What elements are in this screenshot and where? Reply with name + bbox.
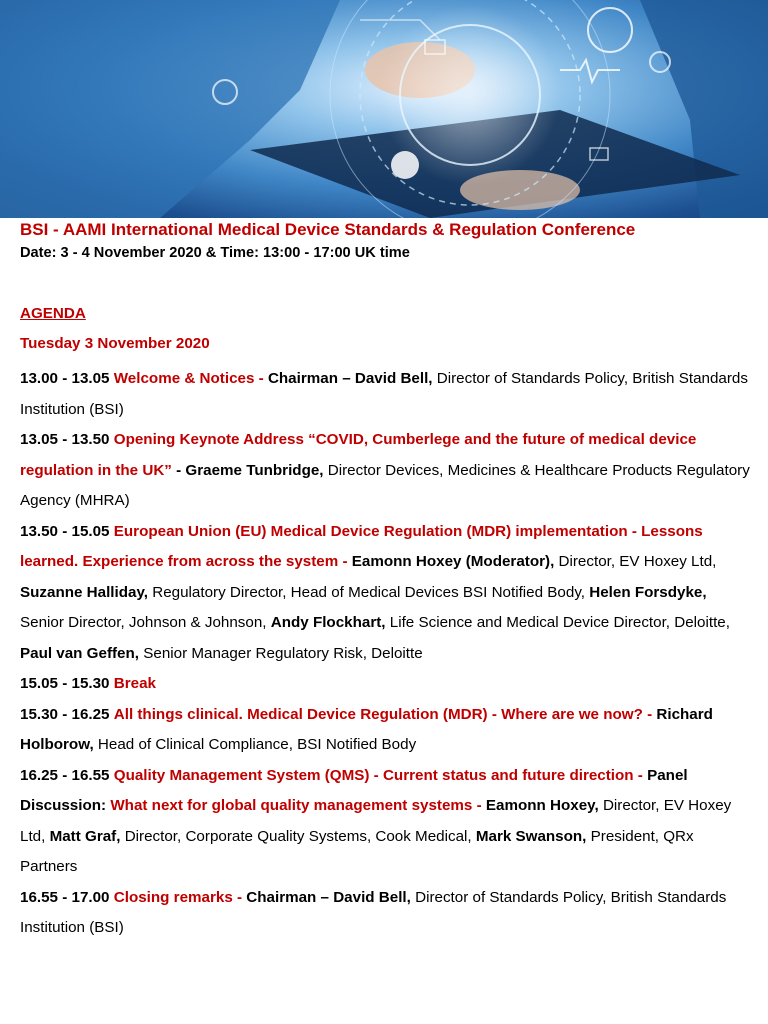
speaker-name: Richard Holborow, bbox=[20, 705, 713, 753]
speaker-role: Regulatory Director, Head of Medical Devices BSI Notified Body, bbox=[152, 583, 586, 601]
medical-technology-banner bbox=[0, 0, 768, 218]
speaker-name: Mark Swanson, bbox=[475, 827, 587, 845]
item-time: 15.30 - 16.25 bbox=[20, 705, 110, 723]
agenda-item bbox=[20, 700, 750, 761]
agenda-item bbox=[20, 364, 750, 425]
item-time: 16.25 - 16.55 bbox=[20, 766, 110, 784]
speaker-name: Helen Forsdyke, bbox=[589, 583, 707, 601]
speaker-name: Suzanne Halliday, bbox=[20, 583, 149, 601]
speaker-role: Director of Standards Policy, British Standards Institution (BSI) bbox=[20, 888, 727, 936]
item-time: 15.05 - 15.30 bbox=[20, 675, 110, 692]
agenda-item bbox=[20, 761, 750, 883]
conference-title: BSI - AAMI International Medical Device Standards & Regulation Conference bbox=[20, 220, 636, 239]
banner-image bbox=[0, 0, 768, 218]
speaker-name: Paul van Geffen, bbox=[20, 644, 140, 662]
speaker-name: Matt Graf, bbox=[49, 827, 121, 845]
item-separator: - bbox=[176, 461, 182, 479]
agenda-document bbox=[20, 218, 750, 944]
agenda-item bbox=[20, 517, 750, 670]
speaker-role: Senior Director, Johnson & Johnson, bbox=[20, 614, 267, 631]
item-session: European Union (EU) Medical Device Regulation (MDR) implementation - Lessons learned. Experience from across the system - bbox=[20, 522, 703, 570]
speaker-role: Director, EV Hoxey Ltd, bbox=[20, 797, 732, 845]
agenda-heading: AGENDA bbox=[20, 305, 86, 322]
item-time: 13.00 - 13.05 bbox=[20, 370, 110, 387]
speaker-role: Director, EV Hoxey Ltd, bbox=[558, 553, 717, 570]
speaker-role: Head of Clinical Compliance, BSI Notified Body bbox=[97, 736, 417, 753]
speaker-name: Graeme Tunbridge, bbox=[185, 461, 324, 479]
speaker-role: President, QRx Partners bbox=[20, 827, 694, 875]
agenda-item bbox=[20, 425, 750, 517]
item-session-secondary: What next for global quality management systems - bbox=[110, 797, 482, 814]
panel-label: Panel Discussion: bbox=[20, 766, 688, 814]
agenda-item bbox=[20, 883, 750, 944]
day-heading: Tuesday 3 November 2020 bbox=[20, 335, 210, 352]
item-session: Closing remarks - bbox=[113, 888, 243, 906]
item-session: Welcome & Notices - bbox=[113, 370, 264, 387]
item-time: 13.50 - 15.05 bbox=[20, 522, 110, 540]
speaker-role: Senior Manager Regulatory Risk, Deloitte bbox=[143, 644, 423, 662]
speaker-name: Eamonn Hoxey, bbox=[485, 797, 599, 814]
agenda-item bbox=[20, 669, 750, 700]
item-session: All things clinical. Medical Device Regulation (MDR) - Where are we now? - bbox=[113, 705, 653, 723]
speaker-role: Life Science and Medical Device Director, Deloitte, bbox=[389, 614, 730, 631]
speaker-name: Chairman – David Bell, bbox=[246, 888, 411, 906]
speaker-name: Chairman – David Bell, bbox=[267, 370, 433, 387]
speaker-role: Director of Standards Policy, British Standards Institution (BSI) bbox=[20, 370, 748, 418]
speaker-name: Eamonn Hoxey (Moderator), bbox=[351, 553, 555, 570]
item-session: Break bbox=[113, 675, 156, 692]
date-time-line: Date: 3 - 4 November 2020 & Time: 13:00 - 17:00 UK time bbox=[20, 245, 410, 261]
speaker-name: Andy Flockhart, bbox=[270, 614, 386, 631]
speaker-role: Director Devices, Medicines & Healthcare Products Regulatory Agency (MHRA) bbox=[20, 461, 750, 509]
item-session: Opening Keynote Address “COVID, Cumberlege and the future of medical device regulation in the UK” bbox=[20, 431, 697, 479]
item-time: 16.55 - 17.00 bbox=[20, 888, 110, 906]
item-session: Quality Management System (QMS) - Current status and future direction - bbox=[113, 766, 643, 784]
speaker-role: Director, Corporate Quality Systems, Cook Medical, bbox=[124, 827, 472, 845]
item-time: 13.05 - 13.50 bbox=[20, 431, 110, 448]
